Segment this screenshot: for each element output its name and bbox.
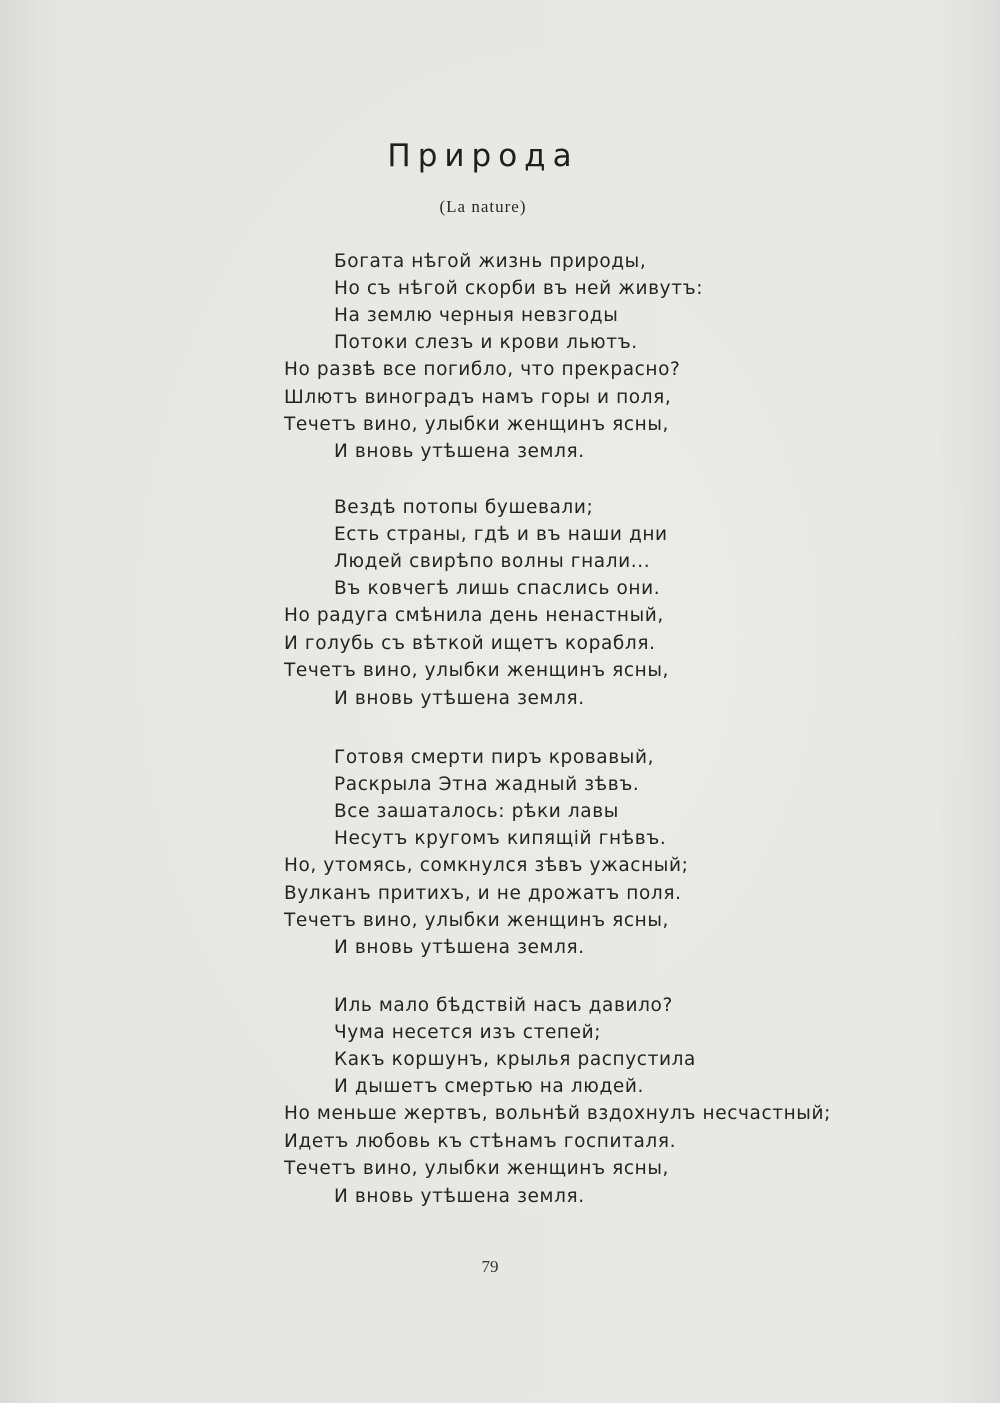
verse-line: Богата нѣгой жизнь природы, [334,251,647,272]
verse-line: Течетъ вино, улыбки женщинъ ясны, [284,910,670,931]
verse-line: Идетъ любовь къ стѣнамъ госпиталя. [284,1131,677,1152]
verse-line: Течетъ вино, улыбки женщинъ ясны, [284,414,670,435]
poem-subtitle: (La nature) [439,197,527,216]
verse-line: Шлютъ виноградъ намъ горы и поля, [284,387,672,408]
verse-line: Вулканъ притихъ, и не дрожатъ поля. [284,883,682,904]
verse-line: Но меньше жертвъ, вольнѣй вздохнулъ несчастный; [284,1103,831,1124]
verse-line: Все зашаталось: рѣки лавы [334,801,619,822]
verse-line: Какъ коршунъ, крылья распустила [334,1049,696,1070]
verse-line: Течетъ вино, улыбки женщинъ ясны, [284,1158,670,1179]
verse-line: Въ ковчегѣ лишь спаслись они. [334,578,661,599]
verse-line: Несутъ кругомъ кипящій гнѣвъ. [334,828,667,849]
verse-line: Но радуга смѣнила день ненастный, [284,605,664,626]
verse-line: И вновь утѣшена земля. [334,441,585,462]
verse-line: Но, утомясь, сомкнулся зѣвъ ужасный; [284,855,689,876]
verse-line: И голубь съ вѣткой ищетъ корабля. [284,633,656,654]
verse-line: И вновь утѣшена земля. [334,688,585,709]
verse-line: И дышетъ смертью на людей. [334,1076,644,1097]
verse-line: И вновь утѣшена земля. [334,1186,585,1207]
verse-line: Потоки слезъ и крови льютъ. [334,332,638,353]
verse-line: Но развѣ все погибло, что прекрасно? [284,359,681,380]
verse-line: Вездѣ потопы бушевали; [334,497,594,518]
verse-line: Людей свирѣпо волны гнали... [334,551,651,572]
verse-line: Готовя смерти пиръ кровавый, [334,747,655,768]
poem-title: Природа [387,138,579,174]
verse-line: Раскрыла Этна жадный зѣвъ. [334,774,640,795]
page-number: 79 [481,1257,499,1276]
verse-line: Течетъ вино, улыбки женщинъ ясны, [284,660,670,681]
verse-line: На землю черныя невзгоды [334,305,619,326]
verse-line: Иль мало бѣдствій насъ давило? [334,995,673,1016]
verse-line: Есть страны, гдѣ и въ наши дни [334,524,668,545]
verse-line: Но съ нѣгой скорби въ ней живутъ: [334,278,704,299]
verse-line: И вновь утѣшена земля. [334,937,585,958]
verse-line: Чума несется изъ степей; [334,1022,602,1043]
